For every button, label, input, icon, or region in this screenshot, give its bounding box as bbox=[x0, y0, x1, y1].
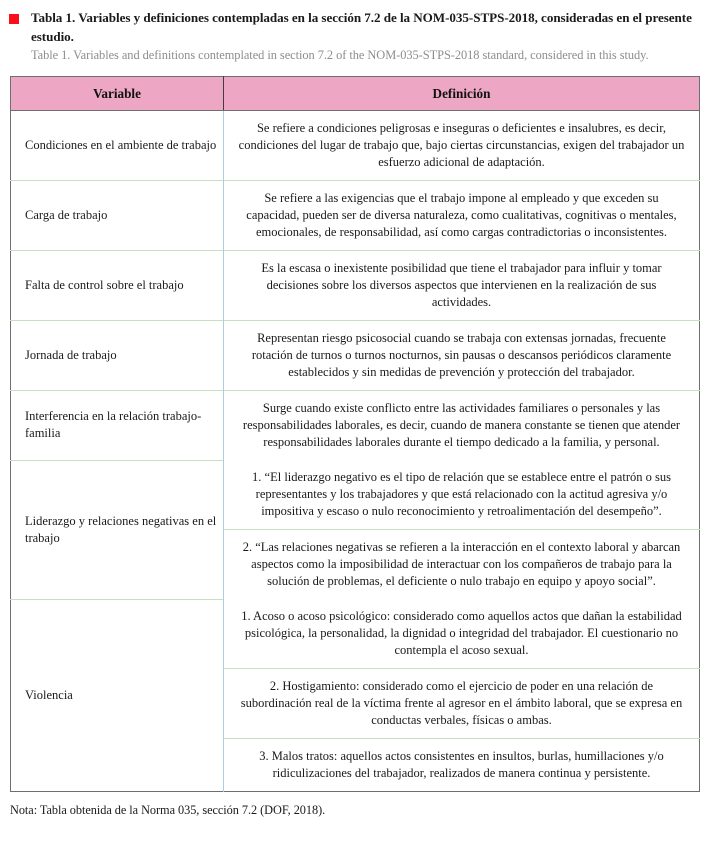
variables-table-wrapper bbox=[8, 76, 693, 792]
table-header-row bbox=[11, 77, 700, 111]
variable-cell: Carga de trabajo bbox=[11, 181, 224, 251]
table-row bbox=[11, 111, 700, 181]
caption-english: Table 1. Variables and definitions contemplated in section 7.2 of the NOM-035-STPS-2018 standard, considered in this study. bbox=[31, 48, 649, 63]
definition-cell: 1. “El liderazgo negativo es el tipo de relación que se establece entre el patrón o sus representantes y los trabajadores y que está relacionado con la actitud agresiva y/o impositiva y escaso o nulo reconocimiento y retroalimentación del desempeño”. bbox=[252, 470, 671, 519]
table-row bbox=[11, 460, 700, 530]
caption-spanish-text: Tabla 1. Variables y definiciones contempladas en la sección 7.2 de la NOM-035-STPS-2018, consideradas en el presente estudio. bbox=[31, 10, 692, 44]
variables-table bbox=[10, 76, 700, 792]
table-note: Nota: Tabla obtenida de la Norma 035, sección 7.2 (DOF, 2018). bbox=[10, 803, 326, 818]
definition-cell: Representan riesgo psicosocial cuando se trabaja con extensas jornadas, frecuente rotación de turnos o turnos nocturnos, sin pausas o descansos periódicos claramente establecidos y sin medidas de prevención y protección del trabajador. bbox=[224, 321, 700, 391]
table-row bbox=[11, 181, 700, 251]
table-body bbox=[11, 111, 700, 792]
table-row bbox=[11, 251, 700, 321]
definition-cell: Es la escasa o inexistente posibilidad que tiene el trabajador para influir y tomar decisiones sobre los diversos aspectos que intervienen en la realización de sus actividades. bbox=[224, 251, 700, 321]
definition-cell: Se refiere a condiciones peligrosas e inseguras o deficientes e insalubres, es decir, condiciones del lugar de trabajo que, bajo ciertas circunstancias, exigen del trabajador un esfuerzo adicional de adaptación. bbox=[238, 121, 685, 170]
red-square-bullet-icon bbox=[9, 14, 19, 24]
definition-cell: Surge cuando existe conflicto entre las actividades familiares o personales y las responsabilidades laborales, es decir, cuando de manera constante se tienen que atender responsabilidades laborales durante el tiempo dedicado a la familia, y personal. bbox=[224, 391, 700, 461]
variable-cell: Falta de control sobre el trabajo bbox=[11, 251, 224, 321]
variable-cell: Interferencia en la relación trabajo-familia bbox=[11, 391, 224, 461]
definition-cell: 2. “Las relaciones negativas se refieren a la interacción en el contexto laboral y abarcan aspectos como la imposibilidad de interactuar con los compañeros de trabajo para la solución de problemas, el deficiente o nulo trabajo en equipo y apoyo social”. bbox=[224, 530, 700, 600]
column-header-variable: Variable bbox=[11, 77, 224, 111]
definition-cell: 3. Malos tratos: aquellos actos consistentes en insultos, burlas, humillaciones y/o ridiculizaciones del trabajador, realizados de manera continua y persistente. bbox=[224, 739, 700, 792]
definition-cell: Se refiere a las exigencias que el trabajo impone al empleado y que exceden su capacidad, pueden ser de diversa naturaleza, como cualitativas, cognitivas o mentales, emocionales, de responsabilidad, así como cargas contradictorias o inconsistentes. bbox=[224, 181, 700, 251]
column-header-definicion: Definición bbox=[224, 77, 700, 111]
variable-cell: Liderazgo y relaciones negativas en el trabajo bbox=[11, 460, 224, 599]
table-header bbox=[11, 77, 700, 111]
definition-cell: 2. Hostigamiento: considerado como el ejercicio de poder en una relación de subordinación real de la víctima frente al agresor en el ámbito laboral, que se expresa en conductas verbales, físicas o ambas. bbox=[224, 669, 700, 739]
definition-cell: 1. Acoso o acoso psicológico: considerado como aquellos actos que dañan la estabilidad psicológica, la personalidad, la dignidad o integridad del trabajador. El cuestionario no contempla el acoso sexual. bbox=[241, 609, 682, 658]
table-row bbox=[11, 321, 700, 391]
variable-cell: Violencia bbox=[11, 599, 224, 792]
variable-cell: Condiciones en el ambiente de trabajo bbox=[11, 111, 224, 181]
table-row bbox=[11, 599, 700, 669]
variable-cell: Jornada de trabajo bbox=[11, 321, 224, 391]
table-row bbox=[11, 391, 700, 461]
caption-spanish bbox=[8, 9, 693, 46]
table-caption bbox=[8, 0, 693, 65]
